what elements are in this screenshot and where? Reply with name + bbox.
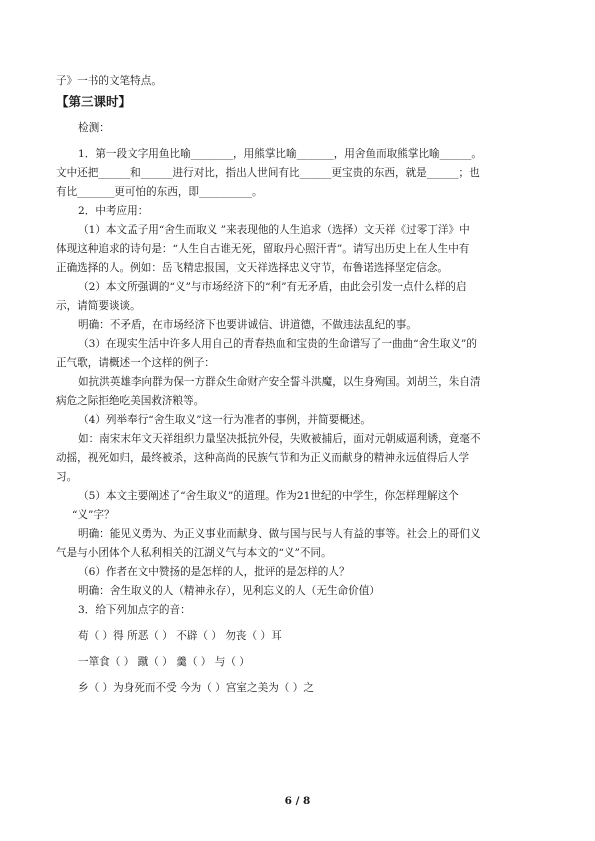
q2-s3-line: 正气歌，请概述一个这样的例子： bbox=[56, 357, 215, 369]
q2-s3-answer: 病危之际拒绝吃美国救济粮等。 bbox=[56, 395, 205, 407]
q2-s4-answer: 如：南宋末年文天祥组织力量坚决抵抗外侵，失败被捕后，面对元朝威逼利诱，竟毫不 bbox=[78, 433, 481, 445]
q2-s3-line: （3）在现实生活中许多人用自己的青春热血和宝贵的生命谱写了一曲曲“舍生取义”的 bbox=[78, 338, 477, 350]
q1-line-2: 文中还把______和______进行对比，指出人世间有比______更宝贵的东西，就是______；也 bbox=[56, 167, 480, 179]
q2-s5-answer: 气是与小团体个人私利相关的江湖义气与本文的“义”不同。 bbox=[56, 547, 332, 559]
q2-s1-line: （1）本文孟子用“舍生而取义 ”来表现他的人生追求（选择）文天祥《过零丁洋》中 bbox=[78, 224, 470, 236]
q2-s6-answer: 明确：舍生取义的人（精神永存），见利忘义的人（无生命价值） bbox=[78, 585, 380, 597]
q1-line-1: 1．第一段文字用鱼比喻________，用熊掌比喻_______，用舍鱼而取熊掌比喻______。 bbox=[78, 148, 483, 160]
q2-s3-answer: 如抗洪英雄李向群为保一方群众生命财产安全誓斗洪魔，以生身殉国。刘胡兰，朱自清 bbox=[78, 376, 481, 388]
q2-title: 2．中考应用： bbox=[78, 205, 149, 217]
q2-s5-answer: 明确：能见义勇为、为正义事业而献身、做与国与民与人有益的事等。社会上的哥们义 bbox=[78, 528, 481, 540]
section-title: 【第三课时】 bbox=[56, 94, 132, 109]
previous-section-tail: 子》一书的文笔特点。 bbox=[56, 75, 162, 87]
q3-title: 3．给下列加点字的音： bbox=[78, 604, 191, 616]
q2-s2-answer: 明确：不矛盾，在市场经济下也要讲诚信、讲道德，不做违法乱纪的事。 bbox=[78, 319, 417, 331]
q2-s4-answer: 习。 bbox=[56, 471, 78, 483]
page-number: 6 / 8 bbox=[284, 795, 311, 807]
q2-s1-line: 正确选择的人。例如：岳飞精忠报国，文天祥选择忠义守节，布鲁诺选择坚定信念。 bbox=[56, 262, 448, 274]
q2-s5-line: （5）本文主要阐述了“舍生取义”的道理。作为21世纪的中学生，你怎样理解这个 bbox=[78, 490, 459, 502]
check-label: 检测： bbox=[78, 122, 110, 134]
q2-s2-line: 示，请简要谈谈。 bbox=[56, 300, 141, 312]
q3-row-2: 一箪食（ ） 蹴（ ） 羹（ ） 与（ ） bbox=[78, 656, 250, 668]
q2-s1-line: 体现这种追求的诗句是：“人生自古谁无死，留取丹心照汗青”。请写出历史上在人生中有 bbox=[56, 243, 470, 255]
q3-row-1: 苟（ ）得 所恶（ ） 不辟（ ） 勿丧（ ）耳 bbox=[78, 630, 282, 642]
q1-line-3: 有比_______更可怕的东西，即__________。 bbox=[56, 186, 263, 198]
q2-s6-line: （6）作者在文中赞扬的是怎样的人，批评的是怎样的人？ bbox=[78, 566, 350, 578]
q2-s5-line: “义”字？ bbox=[72, 509, 115, 521]
q2-s4-line: （4）列举奉行“舍生取义”这一行为准者的事例，并简要概述。 bbox=[78, 414, 372, 426]
page-content bbox=[56, 72, 539, 698]
q2-s4-answer: 动摇，视死如归，最终被杀，这种高尚的民族气节和为正义而献身的精神永远值得后人学 bbox=[56, 452, 470, 464]
q2-s2-line: （2）本文所强调的“义”与市场经济下的“利”有无矛盾，由此会引发一点什么样的启 bbox=[78, 281, 467, 293]
q3-row-3: 乡（ ）为身死而不受 今为（ ）宫室之美为（ ）之 bbox=[78, 682, 314, 694]
